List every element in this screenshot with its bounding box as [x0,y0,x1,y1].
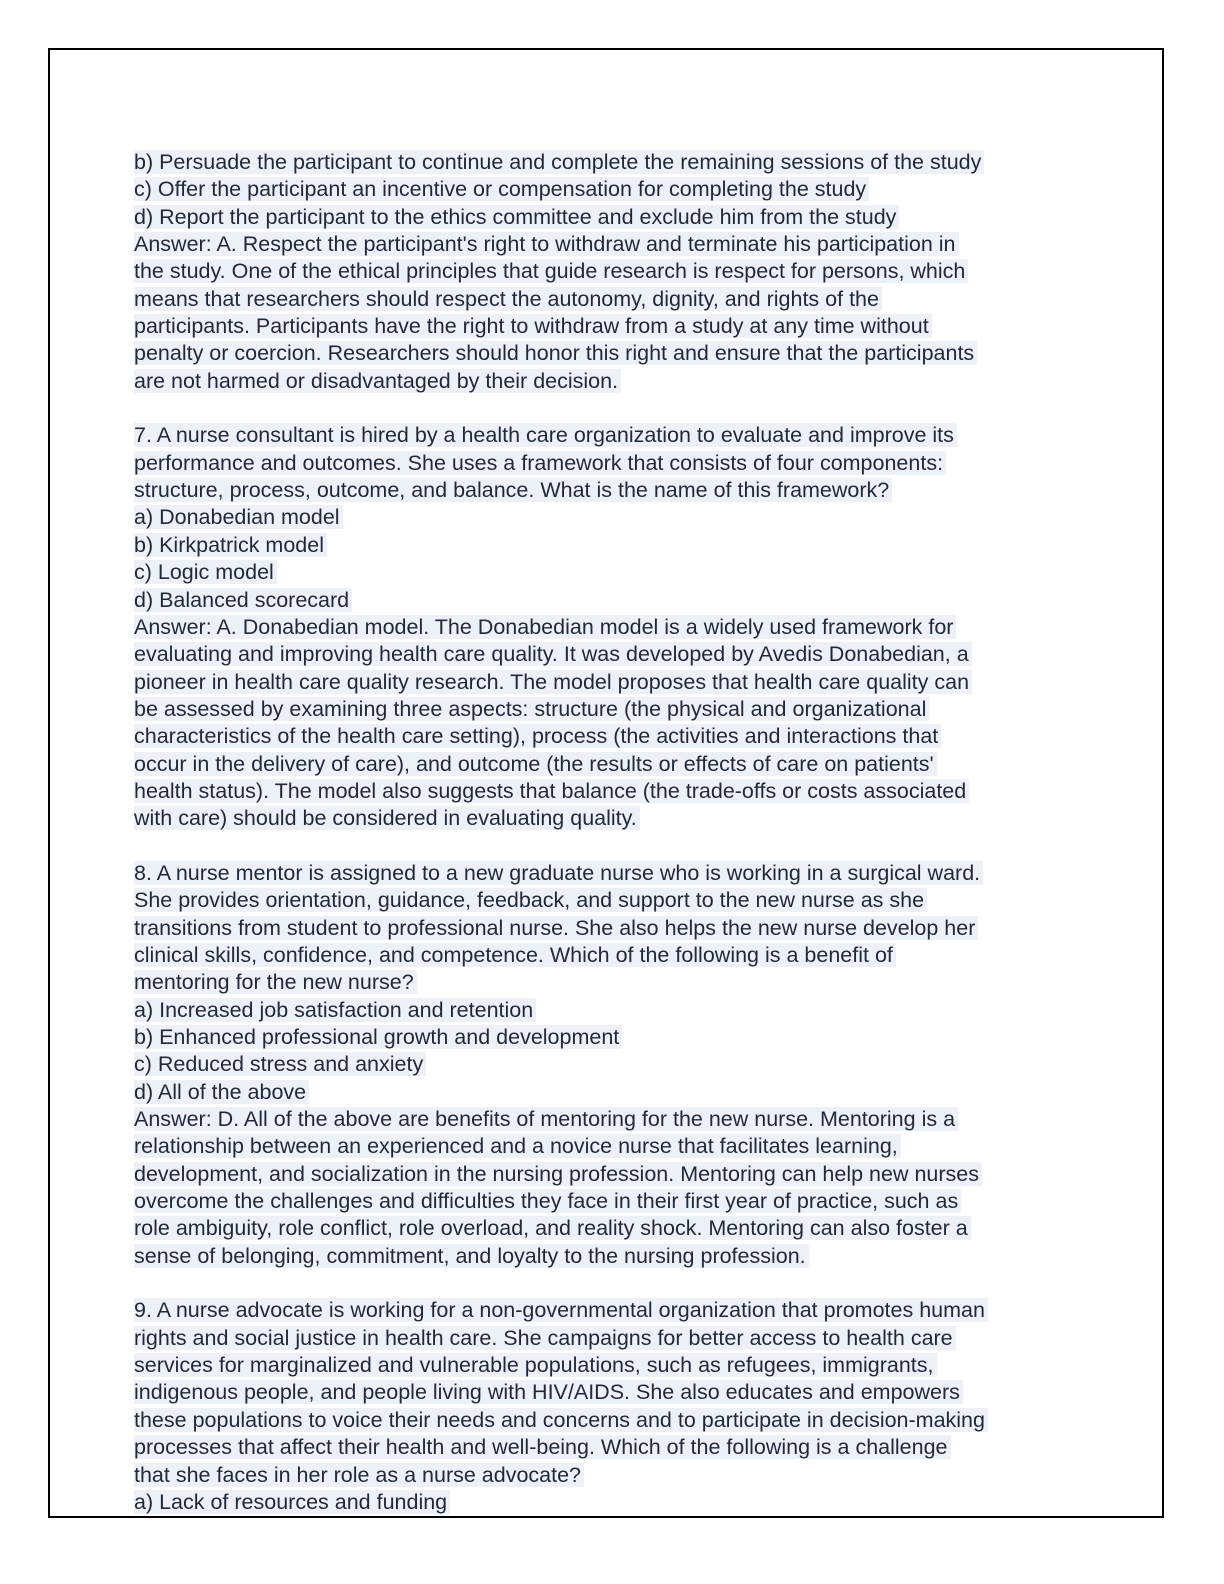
text-line: be assessed by examining three aspects: structure (the physical and organizational [134,696,1094,723]
paragraph-gap [134,833,1094,860]
text-line: role ambiguity, role conflict, role overload, and reality shock. Mentoring can also foster a [134,1215,1094,1242]
question-8: 8. A nurse mentor is assigned to a new graduate nurse who is working in a surgical ward. [134,860,1094,887]
text-line: the study. One of the ethical principles that guide research is respect for persons, which [134,258,1094,285]
text-line: d) Report the participant to the ethics committee and exclude him from the study [134,204,1094,231]
text-line: these populations to voice their needs and concerns and to participate in decision-making [134,1407,1094,1434]
paragraph-gap [134,1270,1094,1297]
text-line: rights and social justice in health care. She campaigns for better access to health care [134,1325,1094,1352]
option-line: d) Balanced scorecard [134,587,1094,614]
answer-line: Answer: D. All of the above are benefits of mentoring for the new nurse. Mentoring is a [134,1106,1094,1133]
text-line: occur in the delivery of care), and outcome (the results or effects of care on patients' [134,751,1094,778]
text-line: characteristics of the health care setting), process (the activities and interactions that [134,723,1094,750]
text-line: penalty or coercion. Researchers should honor this right and ensure that the participants [134,340,1094,367]
page-frame [48,48,1164,1518]
option-line: b) Enhanced professional growth and development [134,1024,1094,1051]
text-line: Answer: A. Respect the participant's right to withdraw and terminate his participation in [134,231,1094,258]
text-line: evaluating and improving health care quality. It was developed by Avedis Donabedian, a [134,641,1094,668]
paragraph-gap [134,395,1094,422]
text-line: with care) should be considered in evaluating quality. [134,805,1094,832]
option-line: b) Kirkpatrick model [134,532,1094,559]
text-line: structure, process, outcome, and balance. What is the name of this framework? [134,477,1094,504]
text-line: mentoring for the new nurse? [134,969,1094,996]
text-line: c) Offer the participant an incentive or compensation for completing the study [134,176,1094,203]
text-line: overcome the challenges and difficulties they face in their first year of practice, such as [134,1188,1094,1215]
text-line: processes that affect their health and well-being. Which of the following is a challenge [134,1434,1094,1461]
answer-line: Answer: A. Donabedian model. The Donabedian model is a widely used framework for [134,614,1094,641]
text-line: transitions from student to professional nurse. She also helps the new nurse develop her [134,915,1094,942]
text-line: sense of belonging, commitment, and loyalty to the nursing profession. [134,1243,1094,1270]
text-line: development, and socialization in the nursing profession. Mentoring can help new nurses [134,1161,1094,1188]
option-line: a) Donabedian model [134,504,1094,531]
text-line: services for marginalized and vulnerable populations, such as refugees, immigrants, [134,1352,1094,1379]
option-line: a) Lack of resources and funding [134,1489,1094,1516]
text-line: indigenous people, and people living with HIV/AIDS. She also educates and empowers [134,1379,1094,1406]
text-line: that she faces in her role as a nurse advocate? [134,1462,1094,1489]
option-line: a) Increased job satisfaction and retention [134,997,1094,1024]
text-line: performance and outcomes. She uses a framework that consists of four components: [134,450,1094,477]
option-line: c) Reduced stress and anxiety [134,1051,1094,1078]
option-line: c) Logic model [134,559,1094,586]
question-9: 9. A nurse advocate is working for a non-governmental organization that promotes human [134,1297,1094,1324]
text-line: relationship between an experienced and a novice nurse that facilitates learning, [134,1133,1094,1160]
text-line: means that researchers should respect the autonomy, dignity, and rights of the [134,286,1094,313]
text-line: clinical skills, confidence, and competence. Which of the following is a benefit of [134,942,1094,969]
text-line: She provides orientation, guidance, feedback, and support to the new nurse as she [134,887,1094,914]
text-line: b) Persuade the participant to continue and complete the remaining sessions of the study [134,149,1094,176]
text-line: health status). The model also suggests that balance (the trade-offs or costs associated [134,778,1094,805]
text-line: participants. Participants have the right to withdraw from a study at any time without [134,313,1094,340]
question-7: 7. A nurse consultant is hired by a health care organization to evaluate and improve its [134,422,1094,449]
document-body [134,149,1094,1516]
text-line: are not harmed or disadvantaged by their decision. [134,368,1094,395]
option-line: d) All of the above [134,1079,1094,1106]
text-line: pioneer in health care quality research. The model proposes that health care quality can [134,669,1094,696]
